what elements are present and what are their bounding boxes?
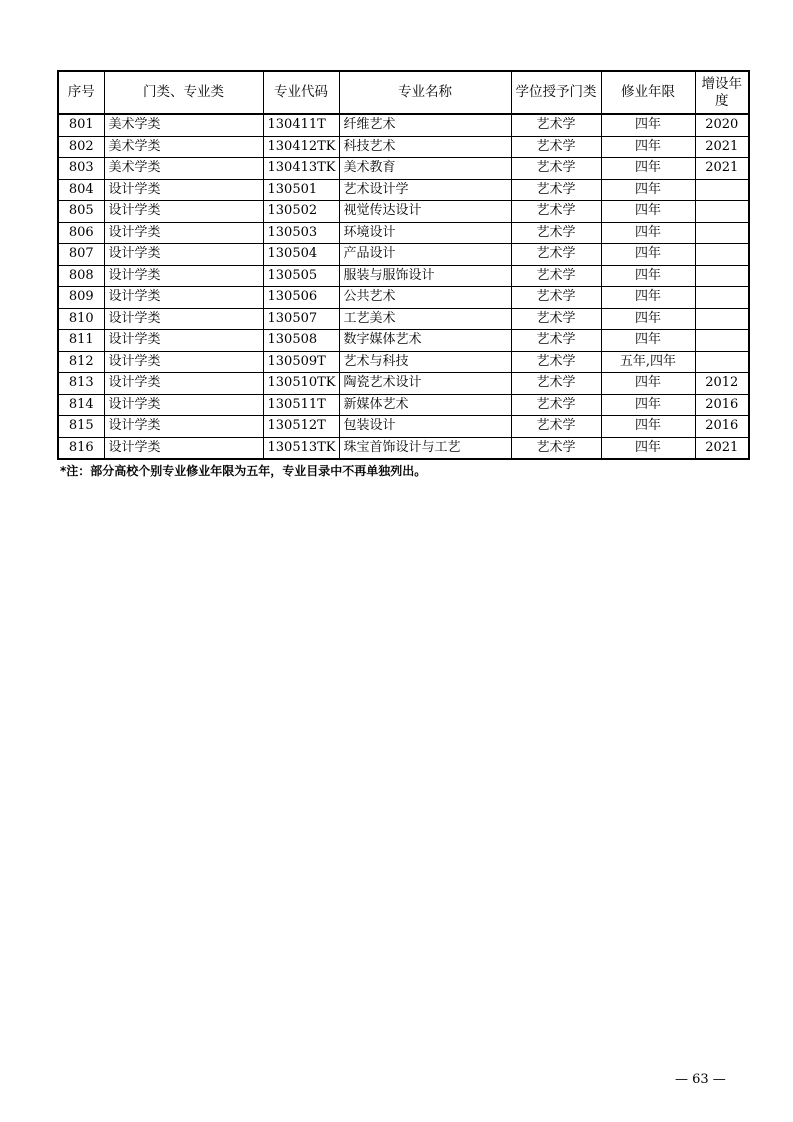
cell-added: 2021 <box>695 437 749 459</box>
cell-name: 新媒体艺术 <box>339 394 511 416</box>
cell-added <box>695 308 749 330</box>
cell-code: 130513TK <box>263 437 339 459</box>
cell-no: 813 <box>58 373 104 395</box>
cell-category: 设计学类 <box>104 394 263 416</box>
cell-category: 设计学类 <box>104 437 263 459</box>
page-number: — 63 — <box>675 1072 726 1087</box>
cell-name: 珠宝首饰设计与工艺 <box>339 437 511 459</box>
cell-code: 130510TK <box>263 373 339 395</box>
cell-no: 807 <box>58 244 104 266</box>
cell-no: 801 <box>58 114 104 136</box>
cell-no: 803 <box>58 158 104 180</box>
cell-added <box>695 222 749 244</box>
cell-added <box>695 287 749 309</box>
cell-code: 130502 <box>263 201 339 223</box>
table-row <box>58 287 749 309</box>
cell-name: 包装设计 <box>339 416 511 438</box>
cell-no: 810 <box>58 308 104 330</box>
cell-added <box>695 351 749 373</box>
table-row <box>58 351 749 373</box>
cell-no: 805 <box>58 201 104 223</box>
cell-category: 设计学类 <box>104 287 263 309</box>
cell-category: 设计学类 <box>104 308 263 330</box>
cell-degree: 艺术学 <box>511 330 601 352</box>
cell-code: 130507 <box>263 308 339 330</box>
table-row <box>58 222 749 244</box>
cell-years: 四年 <box>601 158 695 180</box>
cell-name: 公共艺术 <box>339 287 511 309</box>
cell-degree: 艺术学 <box>511 437 601 459</box>
cell-added: 2012 <box>695 373 749 395</box>
cell-code: 130503 <box>263 222 339 244</box>
table-row <box>58 179 749 201</box>
cell-degree: 艺术学 <box>511 308 601 330</box>
header-added: 增设年度 <box>695 71 749 114</box>
cell-added <box>695 265 749 287</box>
cell-name: 服装与服饰设计 <box>339 265 511 287</box>
cell-code: 130411T <box>263 114 339 136</box>
cell-years: 五年,四年 <box>601 351 695 373</box>
cell-code: 130412TK <box>263 136 339 158</box>
cell-category: 设计学类 <box>104 351 263 373</box>
cell-degree: 艺术学 <box>511 201 601 223</box>
cell-years: 四年 <box>601 136 695 158</box>
cell-no: 814 <box>58 394 104 416</box>
cell-degree: 艺术学 <box>511 265 601 287</box>
cell-added: 2021 <box>695 158 749 180</box>
cell-category: 设计学类 <box>104 222 263 244</box>
cell-years: 四年 <box>601 179 695 201</box>
cell-category: 美术学类 <box>104 114 263 136</box>
cell-years: 四年 <box>601 394 695 416</box>
table-row <box>58 416 749 438</box>
header-code: 专业代码 <box>263 71 339 114</box>
cell-code: 130505 <box>263 265 339 287</box>
cell-no: 808 <box>58 265 104 287</box>
table-row <box>58 158 749 180</box>
table-row <box>58 394 749 416</box>
cell-degree: 艺术学 <box>511 136 601 158</box>
table-row <box>58 114 749 136</box>
cell-no: 809 <box>58 287 104 309</box>
cell-code: 130508 <box>263 330 339 352</box>
cell-years: 四年 <box>601 114 695 136</box>
table-row <box>58 373 749 395</box>
table-row <box>58 201 749 223</box>
cell-years: 四年 <box>601 308 695 330</box>
cell-added <box>695 330 749 352</box>
header-years: 修业年限 <box>601 71 695 114</box>
cell-degree: 艺术学 <box>511 244 601 266</box>
cell-years: 四年 <box>601 330 695 352</box>
cell-name: 工艺美术 <box>339 308 511 330</box>
cell-code: 130509T <box>263 351 339 373</box>
cell-name: 艺术设计学 <box>339 179 511 201</box>
cell-category: 设计学类 <box>104 265 263 287</box>
cell-no: 802 <box>58 136 104 158</box>
cell-years: 四年 <box>601 244 695 266</box>
cell-degree: 艺术学 <box>511 351 601 373</box>
cell-name: 数字媒体艺术 <box>339 330 511 352</box>
cell-years: 四年 <box>601 287 695 309</box>
header-category: 门类、专业类 <box>104 71 263 114</box>
cell-code: 130512T <box>263 416 339 438</box>
cell-code: 130413TK <box>263 158 339 180</box>
cell-added: 2016 <box>695 394 749 416</box>
cell-no: 806 <box>58 222 104 244</box>
cell-name: 美术教育 <box>339 158 511 180</box>
cell-degree: 艺术学 <box>511 287 601 309</box>
majors-table <box>57 70 750 460</box>
table-row <box>58 308 749 330</box>
cell-no: 815 <box>58 416 104 438</box>
header-name: 专业名称 <box>339 71 511 114</box>
cell-category: 设计学类 <box>104 244 263 266</box>
cell-years: 四年 <box>601 222 695 244</box>
table-row <box>58 330 749 352</box>
cell-category: 设计学类 <box>104 416 263 438</box>
cell-years: 四年 <box>601 416 695 438</box>
table-body <box>58 114 749 459</box>
cell-code: 130511T <box>263 394 339 416</box>
cell-degree: 艺术学 <box>511 222 601 244</box>
cell-degree: 艺术学 <box>511 114 601 136</box>
table-header-row <box>58 71 749 114</box>
cell-name: 视觉传达设计 <box>339 201 511 223</box>
cell-name: 艺术与科技 <box>339 351 511 373</box>
cell-degree: 艺术学 <box>511 373 601 395</box>
cell-name: 陶瓷艺术设计 <box>339 373 511 395</box>
cell-code: 130506 <box>263 287 339 309</box>
cell-added: 2020 <box>695 114 749 136</box>
footnote: *注：部分高校个别专业修业年限为五年，专业目录中不再单独列出。 <box>60 464 427 478</box>
cell-category: 美术学类 <box>104 158 263 180</box>
header-no: 序号 <box>58 71 104 114</box>
cell-years: 四年 <box>601 201 695 223</box>
header-degree: 学位授予门类 <box>511 71 601 114</box>
cell-category: 美术学类 <box>104 136 263 158</box>
cell-degree: 艺术学 <box>511 416 601 438</box>
cell-name: 产品设计 <box>339 244 511 266</box>
cell-years: 四年 <box>601 437 695 459</box>
cell-added: 2021 <box>695 136 749 158</box>
cell-years: 四年 <box>601 265 695 287</box>
table-row <box>58 265 749 287</box>
cell-added <box>695 179 749 201</box>
cell-added: 2016 <box>695 416 749 438</box>
cell-degree: 艺术学 <box>511 179 601 201</box>
cell-added <box>695 201 749 223</box>
cell-name: 环境设计 <box>339 222 511 244</box>
cell-category: 设计学类 <box>104 179 263 201</box>
cell-no: 816 <box>58 437 104 459</box>
table-row <box>58 437 749 459</box>
cell-code: 130501 <box>263 179 339 201</box>
cell-name: 纤维艺术 <box>339 114 511 136</box>
cell-degree: 艺术学 <box>511 394 601 416</box>
cell-degree: 艺术学 <box>511 158 601 180</box>
cell-code: 130504 <box>263 244 339 266</box>
cell-added <box>695 244 749 266</box>
cell-category: 设计学类 <box>104 201 263 223</box>
cell-no: 812 <box>58 351 104 373</box>
table-row <box>58 136 749 158</box>
cell-no: 804 <box>58 179 104 201</box>
cell-name: 科技艺术 <box>339 136 511 158</box>
cell-no: 811 <box>58 330 104 352</box>
cell-years: 四年 <box>601 373 695 395</box>
cell-category: 设计学类 <box>104 373 263 395</box>
table-row <box>58 244 749 266</box>
cell-category: 设计学类 <box>104 330 263 352</box>
